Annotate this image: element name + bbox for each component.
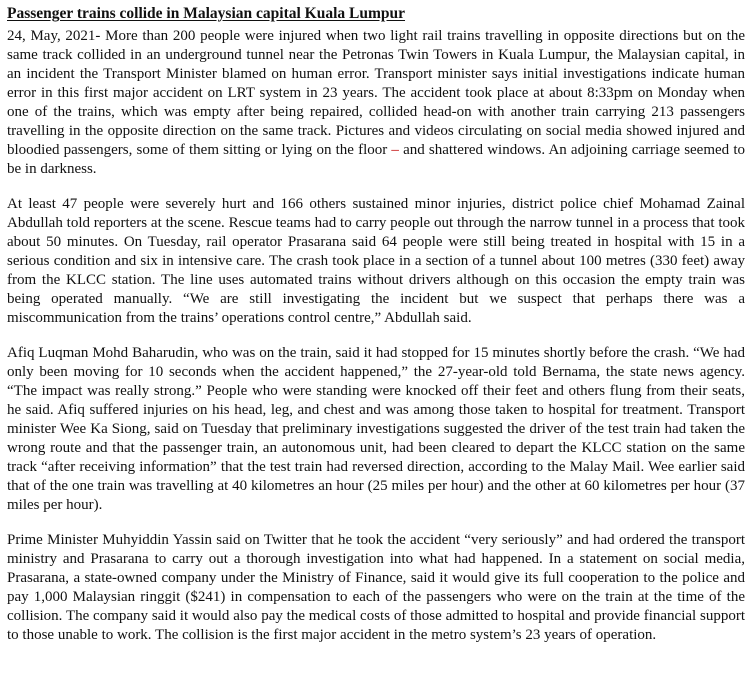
- paragraph-4: Prime Minister Muhyiddin Yassin said on Twitter that he took the accident “very seriously” and had ordered the transport ministry and Prasarana to carry out a thorough investigation into what had happened. In a statement on social media, Prasarana, a state-owned company under the Ministry of Finance, said it would give its full cooperation to the police and pay 1,000 Malaysian ringgit ($241) in compensation to each of the passengers who were on the train at the time of the collision. The company said it would also pay the medical costs of those admitted to hospital and provide financial support to those unable to work. The collision is the first major accident in the metro system’s 23 years of operation.: [7, 532, 745, 643]
- paragraph-1-text-end: and shattered windows. An adjoining carriage seemed to be in darkness.: [7, 142, 745, 177]
- paragraph-1-text-start: 24, May, 2021- More than 200 people were injured when two light rail trains travelling in opposite directions but on the same track collided in an underground tunnel near the Petronas Twin Towers in Kuala Lumpur, the Malaysian capital, in an incident the Transport Minister blamed on human error. Transport minister says initial investigations indicate human error in this first major accident on LRT system in 23 years. The accident took place at about 8:33pm on Monday when one of the trains, which was empty after being repaired, collided head-on with another train carrying 213 passengers travelling in the opposite direction on the same track. Pictures and videos circulating on social media showed injured and bloodied passengers, some of them sitting or lying on the floor: [7, 28, 745, 158]
- paragraph-1-dash: –: [391, 142, 399, 158]
- article-title: Passenger trains collide in Malaysian capital Kuala Lumpur: [7, 5, 406, 22]
- paragraph-3: Afiq Luqman Mohd Baharudin, who was on the train, said it had stopped for 15 minutes shortly before the crash. “We had only been moving for 10 seconds when the accident happened,” the 27-year-old told Bernama, the state news agency. “The impact was really strong.” People who were standing were knocked off their feet and others flung from their seats, he said. Afiq suffered injuries on his head, leg, and chest and was among those taken to hospital for treatment. Transport minister Wee Ka Siong, said on Tuesday that preliminary investigations suggested the driver of the test train had taken the wrong route and that the passenger train, an autonomous unit, had been cleared to depart the KLCC station on the same track “after receiving information” that the test train had reversed direction, according to the Malay Mail. Wee earlier said that of the one train was travelling at 40 kilometres an hour (25 miles per hour) and the other at 60 kilometres per hour (37 miles per hour).: [7, 345, 745, 513]
- paragraph-1: [7, 27, 745, 179]
- paragraph-2: At least 47 people were severely hurt and 166 others sustained minor injuries, district police chief Mohamad Zainal Abdullah told reporters at the scene. Rescue teams had to carry people out through the narrow tunnel in a process that took about 50 minutes. On Tuesday, rail operator Prasarana said 64 people were still being treated in hospital with 15 in a serious condition and six in intensive care. The crash took place in a section of a tunnel about 100 metres (330 feet) away from the KLCC station. The line uses automated trains without drivers although on this occasion the empty train was being operated manually. “We are still investigating the incident but we suspect that perhaps there was a miscommunication from the trains’ operations control centre,” Abdullah said.: [7, 196, 745, 326]
